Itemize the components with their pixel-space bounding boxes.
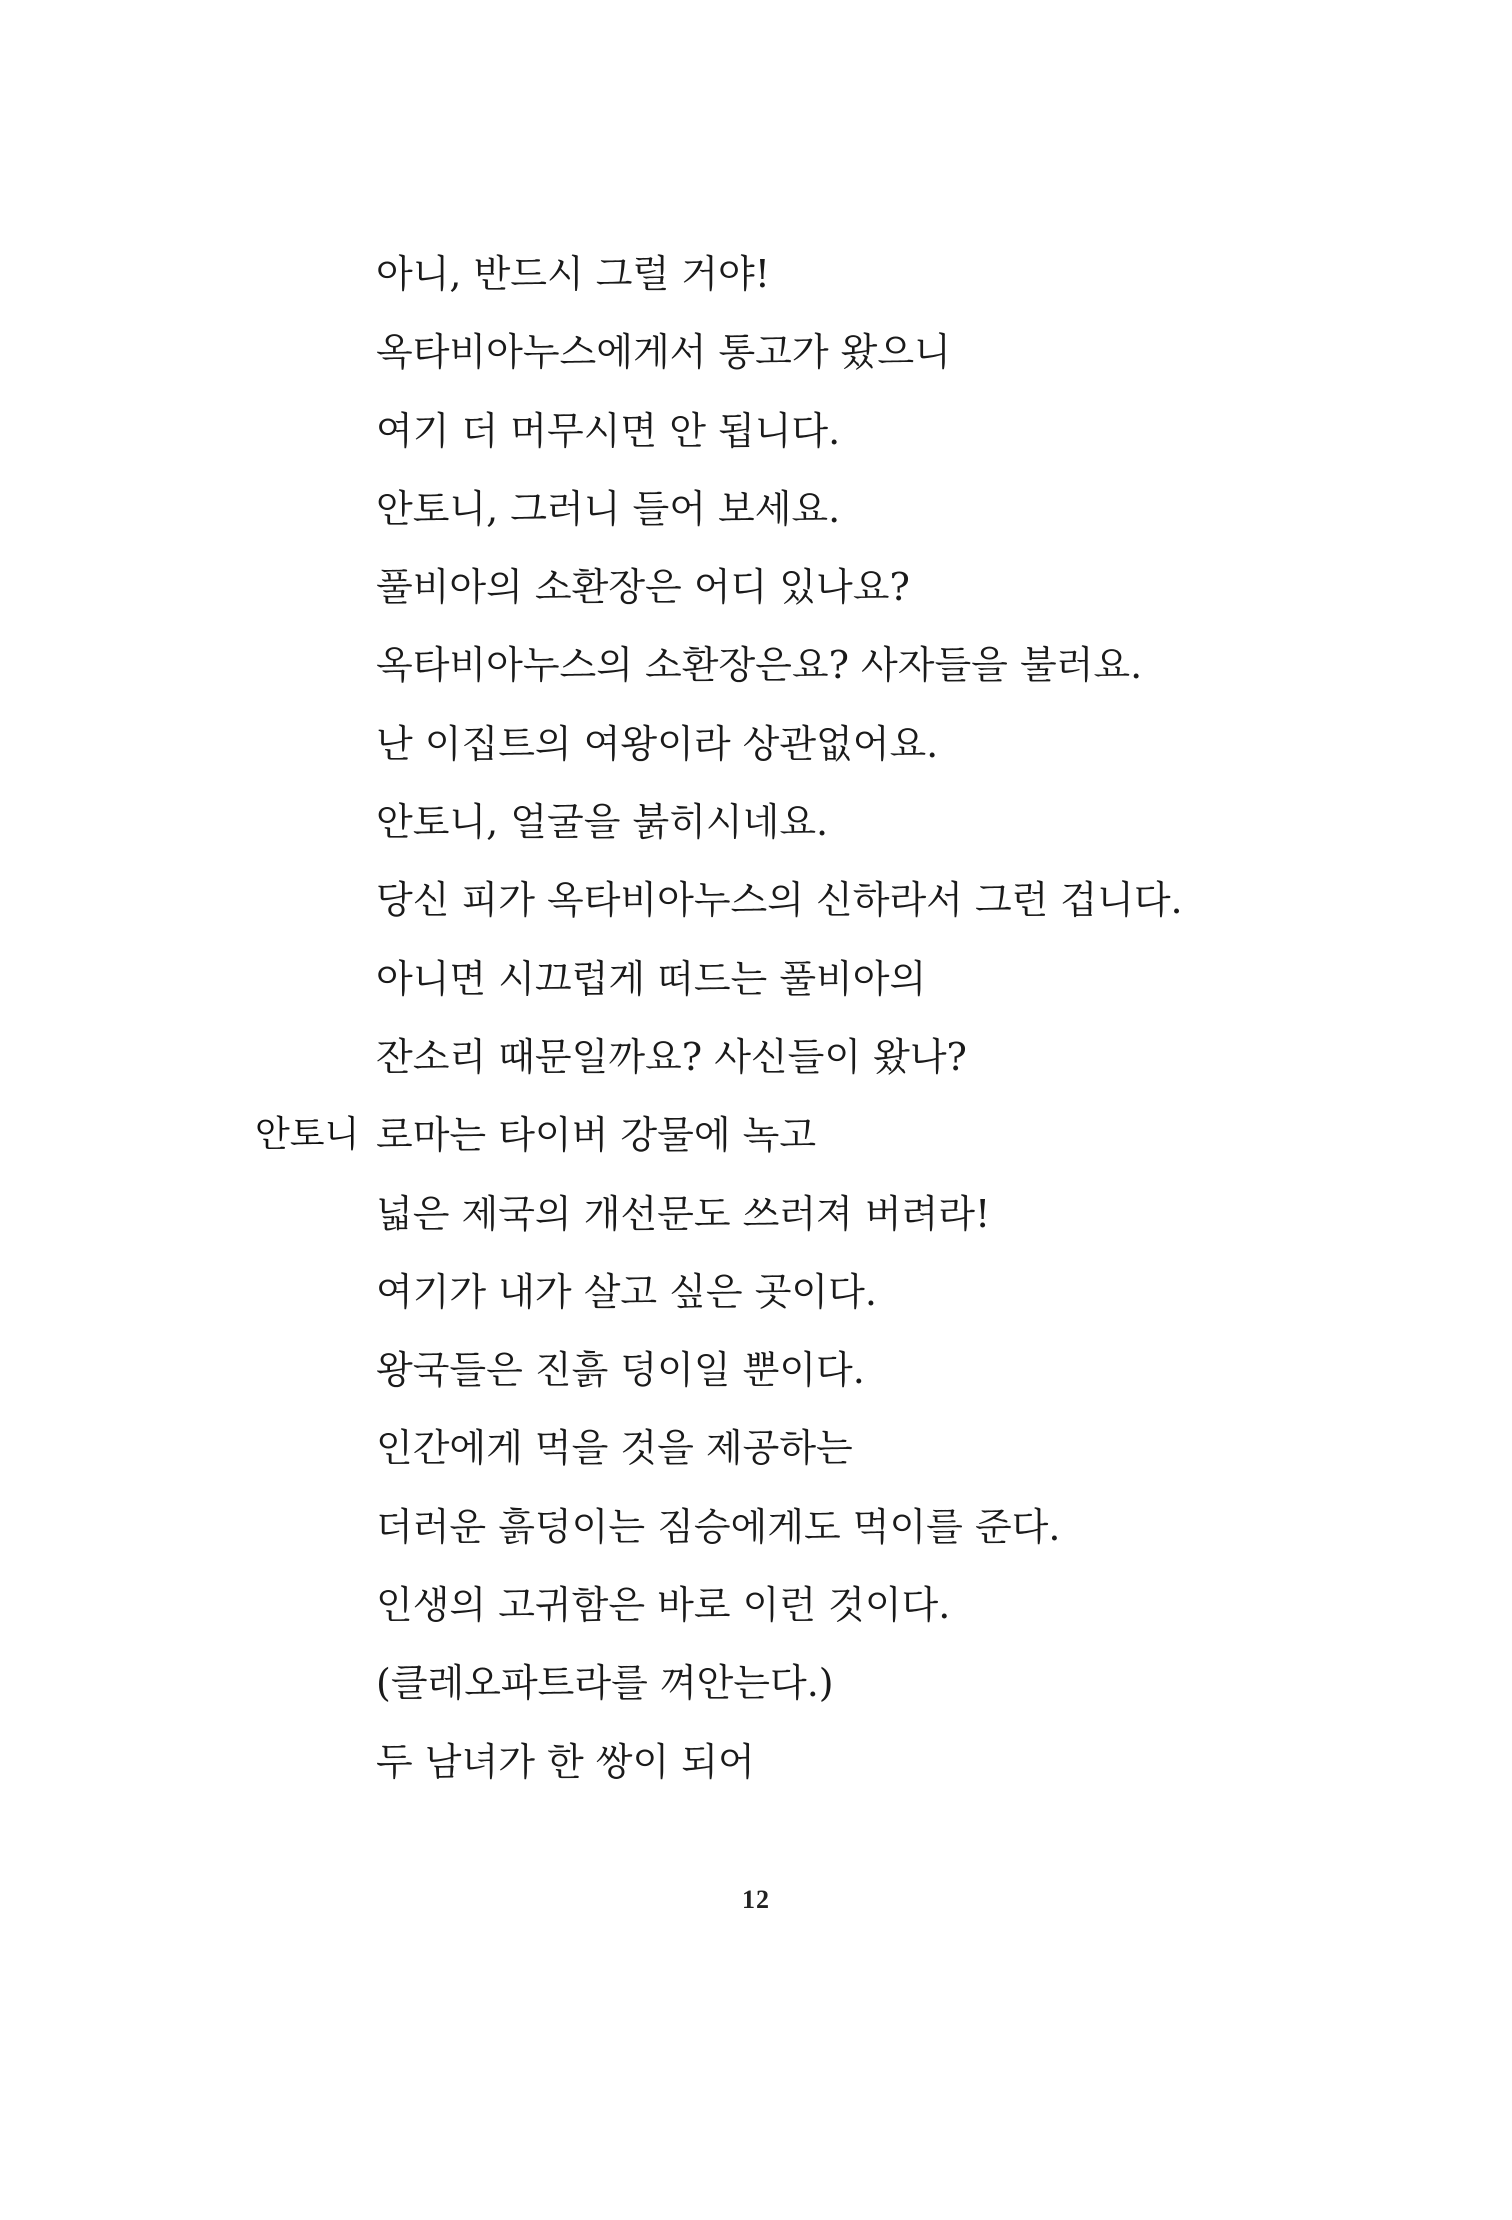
script-line [0, 870, 1512, 948]
verse-text: 옥타비아누스의 소환장은요? 사자들을 불러요. [376, 643, 1143, 688]
script-line [0, 1653, 1512, 1731]
verse-text: 넓은 제국의 개선문도 쓰러져 버려라! [376, 1191, 991, 1236]
script-line [0, 1340, 1512, 1418]
verse-text: 당신 피가 옥타비아누스의 신하라서 그런 겁니다. [376, 878, 1183, 923]
script-line [0, 949, 1512, 1027]
script-line [0, 1262, 1512, 1340]
verse-text: 옥타비아누스에게서 통고가 왔으니 [376, 330, 951, 375]
verse-text: 인간에게 먹을 것을 제공하는 [376, 1426, 853, 1471]
script-line [0, 244, 1512, 322]
script-line [0, 635, 1512, 713]
verse-text: 더러운 흙덩이는 짐승에게도 먹이를 준다. [376, 1504, 1061, 1549]
verse-text: 난 이집트의 여왕이라 상관없어요. [376, 721, 939, 766]
verse-text: 아니, 반드시 그럴 거야! [376, 252, 770, 296]
verse-text: 로마는 타이버 강물에 녹고 [376, 1113, 817, 1158]
speaker-name: 안토니 [255, 1114, 360, 1156]
script-line [0, 1184, 1512, 1262]
script-line [0, 1732, 1512, 1810]
script-line [0, 1105, 1512, 1183]
verse-text: 여기 더 머무시면 안 됩니다. [376, 408, 841, 453]
page-number: 12 [742, 1885, 770, 1914]
verse-text: 안토니, 얼굴을 붉히시네요. [376, 800, 829, 845]
script-line [0, 1027, 1512, 1105]
script-line [0, 792, 1512, 870]
verse-text: 안토니, 그러니 들어 보세요. [376, 486, 841, 531]
script-line [0, 557, 1512, 635]
script-line [0, 714, 1512, 792]
script-line [0, 1575, 1512, 1653]
script-text-block [0, 244, 1512, 1810]
script-line [0, 401, 1512, 479]
verse-text: 여기가 내가 살고 싶은 곳이다. [376, 1269, 877, 1314]
script-line [0, 1418, 1512, 1496]
verse-text: (클레오파트라를 껴안는다.) [376, 1661, 834, 1706]
verse-text: 잔소리 때문일까요? 사신들이 왔나? [376, 1034, 967, 1079]
script-line [0, 479, 1512, 557]
verse-text: 풀비아의 소환장은 어디 있나요? [376, 565, 910, 610]
verse-text: 두 남녀가 한 쌍이 되어 [376, 1739, 755, 1784]
verse-text: 인생의 고귀함은 바로 이런 것이다. [376, 1583, 951, 1628]
script-line [0, 322, 1512, 400]
verse-text: 아니면 시끄럽게 떠드는 풀비아의 [376, 956, 927, 1001]
verse-text: 왕국들은 진흙 덩이일 뿐이다. [376, 1348, 865, 1393]
script-line [0, 1497, 1512, 1575]
